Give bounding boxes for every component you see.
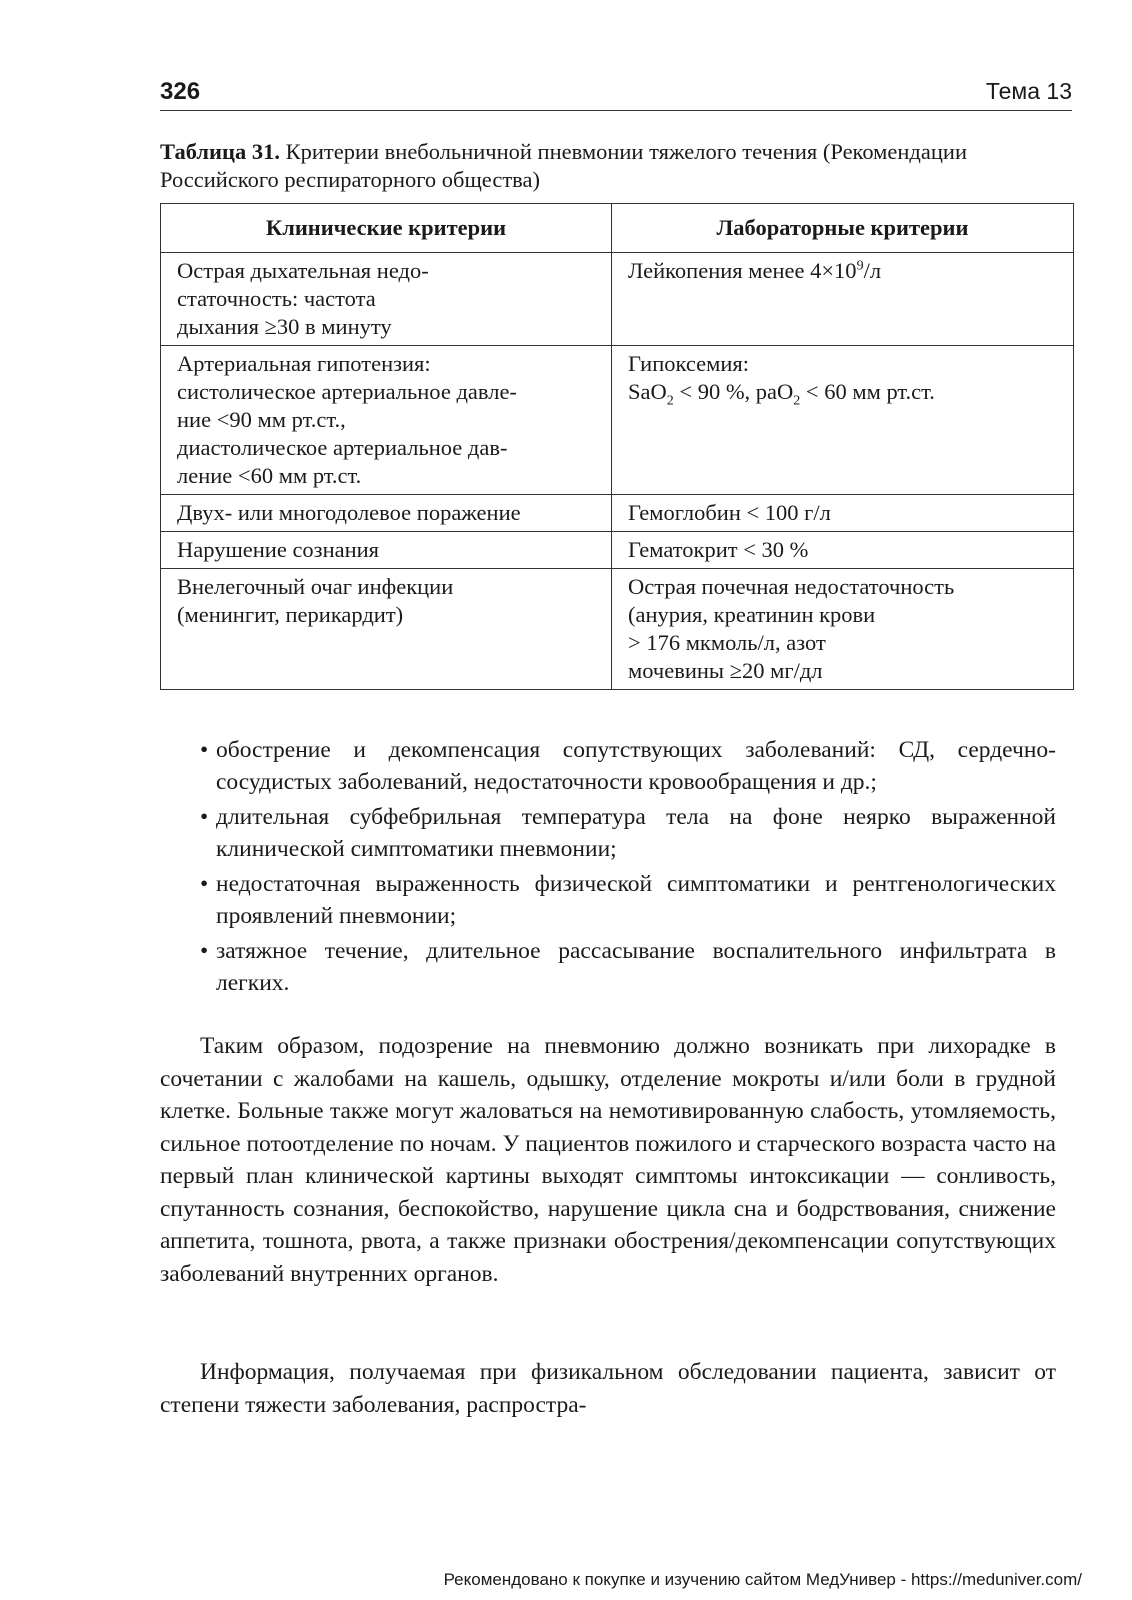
table-row [161,253,1074,346]
subscript: 2 [666,393,674,409]
cell-line [628,257,1059,285]
cell-line: мочевины ≥20 мг/дл [628,658,823,683]
cell-text: Лейкопения менее 4×10 [628,258,857,283]
cell-line: Острая дыхательная недо- [177,258,429,283]
table-cell-lab [612,253,1074,346]
cell-text: /л [863,258,882,283]
table-cell-clinical [161,532,612,569]
cell-line: Артериальная гипотензия: [177,351,431,376]
table-cell-clinical [161,346,612,495]
table-label: Таблица 31. [160,139,280,164]
table-cell-lab [612,346,1074,495]
table-cell-lab [612,569,1074,690]
table-row [161,569,1074,690]
cell-line: Гематокрит < 30 % [628,537,809,562]
cell-text: < 60 мм рт.ст. [800,379,935,404]
cell-line: (менингит, перикардит) [177,602,404,627]
superscript: 9 [856,258,864,274]
list-item [200,868,1056,932]
cell-text: < 90 %, paO [673,379,794,404]
cell-line: > 176 мкмоль/л, азот [628,630,826,655]
column-header-lab: Лабораторные критерии [612,204,1074,253]
table-cell-clinical [161,253,612,346]
page-header [160,78,1072,111]
cell-line: диастолическое артериальное дав- [177,435,508,460]
cell-line: статочность: частота [177,286,376,311]
page-number: 326 [160,78,201,105]
body-paragraph: Информация, получаемая при физикальном обследовании пациента, зависит от степени тяжести заболевания, распростра- [160,1359,1056,1418]
list-item [200,801,1056,865]
cell-line: дыхания ≥30 в минуту [177,314,392,339]
list-item-text: недостаточная выраженность физической симптоматики и рентгенологических проявлений пневмонии; [216,871,1056,929]
cell-line: Гипоксемия: [628,351,749,376]
list-item [200,935,1056,999]
cell-line: (анурия, креатинин крови [628,602,876,627]
cell-line: Двух- или многодолевое поражение [177,500,521,525]
table-row [161,346,1074,495]
list-item [200,734,1056,798]
table-header-row [161,204,1074,253]
table-cell-lab [612,532,1074,569]
body-paragraph: Таким образом, подозрение на пневмонию должно возникать при лихорадке в сочетании с жалобами на кашель, одышку, отделение мокроты и/или боли в грудной клетке. Больные также могут жаловаться на немотивированную слабость, утомляемость, сильное потоотделение по ночам. У пациентов пожилого и старческого возраста часто на первый план клинической картины выходят симптомы интоксикации — сонливость, спутанность сознания, беспокойство, нарушение цикла сна и бодрствования, снижение аппетита, тошнота, рвота, а также признаки обострения/декомпенсации сопутствующих заболеваний внутренних органов. [160,1033,1056,1287]
table-cell-clinical [161,495,612,532]
table-title: Критерии внебольничной пневмонии тяжелого течения (Рекомендации Российского респираторного общества) [160,139,967,192]
table-cell-clinical [161,569,612,690]
cell-line: ление <60 мм рт.ст. [177,463,362,488]
cell-line: систолическое артериальное давле- [177,379,517,404]
table-caption [160,138,1060,194]
list-item-text: обострение и декомпенсация сопутствующих заболеваний: СД, сердечно-сосудистых заболеваний, недостаточности кровообращения и др.; [216,737,1056,795]
bullet-icon: • [200,938,209,964]
table-row [161,495,1074,532]
subscript: 2 [793,393,801,409]
cell-line: Нарушение сознания [177,537,380,562]
list-item-text: длительная субфебрильная температура тела на фоне неярко выраженной клинической симптоматики пневмонии; [216,804,1056,862]
column-header-clinical: Клинические критерии [161,204,612,253]
cell-text: SaO [628,379,667,404]
table-cell-lab [612,495,1074,532]
footer-note: Рекомендовано к покупке и изучению сайтом МедУнивер - https://meduniver.com/ [443,1570,1082,1589]
chapter-title: Тема 13 [985,78,1072,104]
criteria-table [160,203,1074,690]
bullet-icon: • [200,804,209,830]
cell-line: Гемоглобин < 100 г/л [628,500,831,525]
bullet-list [200,734,1056,1002]
cell-line [628,378,1059,409]
bullet-icon: • [200,871,209,897]
bullet-icon: • [200,737,209,763]
cell-line: Острая почечная недостаточность [628,574,955,599]
list-item-text: затяжное течение, длительное рассасывание воспалительного инфильтрата в легких. [216,938,1056,996]
table-row [161,532,1074,569]
cell-line: ние <90 мм рт.ст., [177,407,346,432]
cell-line: Внелегочный очаг инфекции [177,574,454,599]
